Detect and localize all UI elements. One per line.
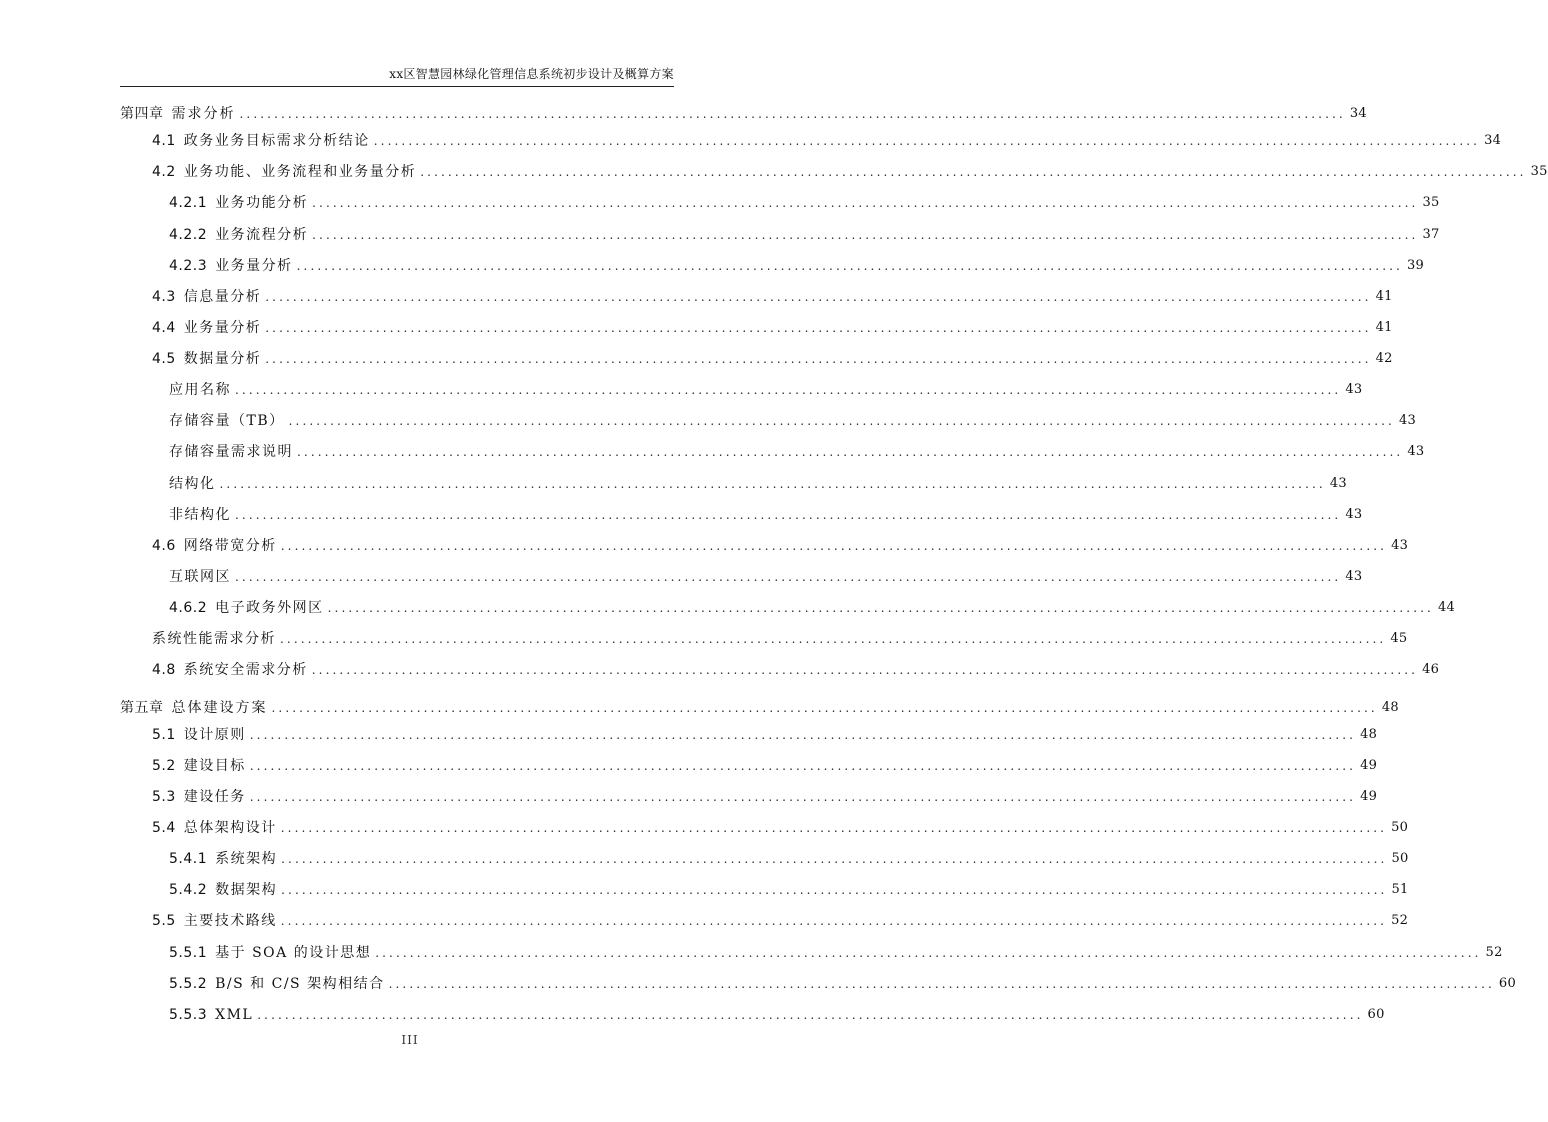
toc-entry-5-5-3[interactable]: [169, 1002, 1385, 1024]
toc-entry-internet-zone[interactable]: [169, 564, 1363, 586]
leader-dots: ................................................................................................................................................................: [312, 196, 1419, 210]
toc-entry-4-5[interactable]: [152, 346, 1393, 368]
toc-entry-5-5-2[interactable]: [169, 971, 1517, 993]
toc-entry-number: 4.1: [152, 133, 176, 149]
leader-dots: ................................................................................................................................................................: [265, 290, 1372, 304]
toc-entry-page: 35: [1422, 195, 1440, 210]
toc-entry-page: 50: [1391, 851, 1409, 866]
toc-entry-label: 系统性能需求分析: [152, 631, 276, 647]
page-number: III: [401, 1033, 419, 1047]
leader-dots: ................................................................................................................................................................: [312, 228, 1419, 242]
toc-entry-page: 51: [1391, 882, 1409, 897]
toc-entry-label: 电子政务外网区: [215, 600, 324, 616]
toc-entry-5-1[interactable]: [152, 722, 1378, 744]
leader-dots: ................................................................................................................................................................: [219, 477, 1326, 491]
toc-entry-label: 政务业务目标需求分析结论: [183, 133, 370, 149]
toc-entry-4-2-1[interactable]: [169, 190, 1440, 212]
toc-entry-label: 建设任务: [183, 789, 246, 805]
toc-entry-number: 4.4: [152, 320, 176, 336]
toc-entry-page: 45: [1390, 631, 1408, 646]
toc-entry-number: 4.6: [152, 538, 176, 554]
leader-dots: ................................................................................................................................................................: [373, 134, 1481, 148]
toc-entry-page: 48: [1381, 700, 1399, 715]
toc-entry-label: 业务功能、业务流程和业务量分析: [183, 164, 417, 180]
toc-entry-page: 41: [1375, 289, 1393, 304]
toc-entry-page: 60: [1498, 976, 1517, 991]
toc-entry-number: 5.1: [152, 727, 176, 743]
toc-entry-label: 数据架构: [215, 882, 278, 898]
leader-dots: ................................................................................................................................................................: [280, 632, 1387, 646]
toc-entry-label: 总体建设方案: [171, 700, 268, 716]
toc-entry-page: 48: [1360, 727, 1378, 742]
toc-entry-page: 43: [1345, 507, 1363, 522]
toc-entry-number: 5.5.3: [169, 1007, 208, 1023]
toc-entry-number: 5.2: [152, 758, 176, 774]
toc-entry-page: 34: [1484, 133, 1502, 148]
toc-entry-4-6[interactable]: [152, 533, 1409, 555]
toc-entry-page: 46: [1422, 662, 1440, 677]
toc-entry-4-4[interactable]: [152, 315, 1393, 337]
toc-entry-5-4[interactable]: [152, 815, 1409, 837]
toc-entry-number: 5.5: [152, 913, 176, 929]
leader-dots: ................................................................................................................................................................: [281, 852, 1388, 866]
toc-entry-page: 52: [1391, 913, 1409, 928]
toc-entry-page: 41: [1375, 320, 1393, 335]
leader-dots: ................................................................................................................................................................: [420, 165, 1527, 179]
toc-entry-page: 43: [1329, 476, 1347, 491]
toc-entry-label: 互联网区: [169, 569, 231, 585]
toc-entry-chapter-5[interactable]: [120, 695, 1399, 717]
toc-entry-storage-requirements[interactable]: [169, 439, 1425, 461]
toc-entry-label: 建设目标: [183, 758, 246, 774]
leader-dots: ................................................................................................................................................................: [235, 508, 1342, 522]
leader-dots: ................................................................................................................................................................: [280, 539, 1388, 553]
toc-entry-label: 存储容量需求说明: [169, 444, 293, 460]
toc-entry-5-2[interactable]: [152, 753, 1378, 775]
leader-dots: ................................................................................................................................................................: [235, 383, 1342, 397]
toc-entry-number: 4.2.1: [169, 195, 208, 211]
toc-entry-unstructured[interactable]: [169, 502, 1363, 524]
toc-entry-label: 业务量分析: [215, 258, 293, 274]
toc-entry-page: 44: [1437, 600, 1456, 615]
toc-entry-label: B/S 和 C/S 架构相结合: [215, 976, 385, 992]
toc-entry-label: 主要技术路线: [183, 913, 277, 929]
toc-entry-number: 4.2: [152, 164, 176, 180]
toc-entry-app-name[interactable]: [169, 377, 1363, 399]
leader-dots: ................................................................................................................................................................: [281, 883, 1388, 897]
leader-dots: ................................................................................................................................................................: [265, 321, 1372, 335]
toc-entry-number: 5.4.2: [169, 882, 208, 898]
leader-dots: ................................................................................................................................................................: [280, 821, 1388, 835]
toc-entry-label: 信息量分析: [183, 289, 262, 305]
toc-entry-label: 网络带宽分析: [183, 538, 277, 554]
toc-entry-number: 5.5.1: [169, 945, 208, 961]
toc-entry-5-5-1[interactable]: [169, 940, 1503, 962]
toc-entry-label: 非结构化: [169, 507, 231, 523]
toc-entry-page: 37: [1422, 227, 1440, 242]
toc-entry-4-3[interactable]: [152, 284, 1393, 306]
leader-dots: ................................................................................................................................................................: [296, 259, 1403, 273]
toc-entry-number: 5.5.2: [169, 976, 208, 992]
leader-dots: ................................................................................................................................................................: [257, 1008, 1364, 1022]
toc-entry-chapter-4[interactable]: [120, 101, 1367, 123]
toc-entry-page: 43: [1398, 413, 1417, 428]
toc-entry-4-2-2[interactable]: [169, 222, 1440, 244]
leader-dots: ................................................................................................................................................................: [239, 107, 1346, 121]
leader-dots: ................................................................................................................................................................: [249, 790, 1357, 804]
toc-entry-label: 总体架构设计: [183, 820, 277, 836]
toc-entry-number: 第五章: [120, 700, 164, 716]
toc-entry-label: 应用名称: [169, 382, 231, 398]
toc-entry-page: 49: [1360, 758, 1378, 773]
toc-entry-number: 5.3: [152, 789, 176, 805]
toc-entry-label: 设计原则: [183, 727, 246, 743]
toc-entry-label: 系统安全需求分析: [183, 662, 308, 678]
toc-entry-page: 43: [1407, 444, 1425, 459]
toc-entry-4-2-3[interactable]: [169, 253, 1425, 275]
toc-entry-label: 业务功能分析: [215, 195, 309, 211]
toc-entry-label: 业务量分析: [183, 320, 262, 336]
leader-dots: ................................................................................................................................................................: [311, 663, 1419, 677]
toc-entry-5-4-2[interactable]: [169, 877, 1409, 899]
toc-entry-page: 43: [1391, 538, 1409, 553]
leader-dots: ................................................................................................................................................................: [249, 759, 1357, 773]
toc-entry-number: 5.4: [152, 820, 176, 836]
toc-entry-structured[interactable]: [169, 471, 1347, 493]
toc-entry-performance[interactable]: [152, 626, 1408, 648]
toc-entry-page: 39: [1406, 258, 1425, 273]
toc-entry-label: 业务流程分析: [215, 227, 309, 243]
leader-dots: ................................................................................................................................................................: [288, 414, 1395, 428]
toc-entry-label: 需求分析: [171, 106, 236, 122]
toc-entry-4-2[interactable]: [152, 159, 1548, 181]
toc-entry-5-5[interactable]: [152, 908, 1409, 930]
toc-entry-4-8[interactable]: [152, 657, 1440, 679]
toc-entry-page: 42: [1375, 351, 1393, 366]
toc-entry-label: 系统架构: [215, 851, 278, 867]
toc-entry-4-6-2[interactable]: [169, 595, 1456, 617]
toc-entry-page: 60: [1367, 1007, 1385, 1022]
toc-entry-number: 第四章: [120, 106, 164, 122]
document-title: xx区智慧园林绿化管理信息系统初步设计及概算方案: [389, 67, 674, 81]
toc-entry-number: 4.3: [152, 289, 176, 305]
leader-dots: ................................................................................................................................................................: [327, 601, 1434, 615]
toc-entry-page: 49: [1360, 789, 1378, 804]
toc-entry-number: 4.5: [152, 351, 176, 367]
toc-entry-label: 结构化: [169, 476, 216, 492]
toc-entry-4-1[interactable]: [152, 128, 1502, 150]
leader-dots: ................................................................................................................................................................: [375, 946, 1482, 960]
toc-entry-number: 5.4.1: [169, 851, 208, 867]
toc-entry-page: 43: [1345, 382, 1363, 397]
leader-dots: ................................................................................................................................................................: [388, 977, 1495, 991]
toc-entry-page: 34: [1349, 106, 1367, 121]
leader-dots: ................................................................................................................................................................: [235, 570, 1342, 584]
toc-entry-label: 基于 SOA 的设计思想: [215, 945, 372, 961]
toc-entry-page: 35: [1530, 164, 1548, 179]
leader-dots: ................................................................................................................................................................: [271, 701, 1378, 715]
toc-entry-storage-capacity[interactable]: [169, 408, 1417, 430]
toc-entry-number: 4.8: [152, 662, 176, 678]
toc-entry-label: 存储容量（TB）: [169, 413, 285, 429]
toc-entry-label: XML: [215, 1007, 254, 1023]
toc-entry-number: 4.2.2: [169, 227, 208, 243]
toc-entry-page: 50: [1391, 820, 1409, 835]
leader-dots: ................................................................................................................................................................: [280, 914, 1388, 928]
toc-entry-5-3[interactable]: [152, 784, 1378, 806]
leader-dots: ................................................................................................................................................................: [297, 445, 1404, 459]
toc-entry-label: 数据量分析: [183, 351, 262, 367]
toc-entry-number: 4.6.2: [169, 600, 208, 616]
toc-entry-page: 43: [1345, 569, 1363, 584]
leader-dots: ................................................................................................................................................................: [265, 352, 1372, 366]
leader-dots: ................................................................................................................................................................: [249, 728, 1357, 742]
toc-entry-5-4-1[interactable]: [169, 846, 1409, 868]
toc-entry-page: 52: [1485, 945, 1503, 960]
toc-entry-number: 4.2.3: [169, 258, 208, 274]
